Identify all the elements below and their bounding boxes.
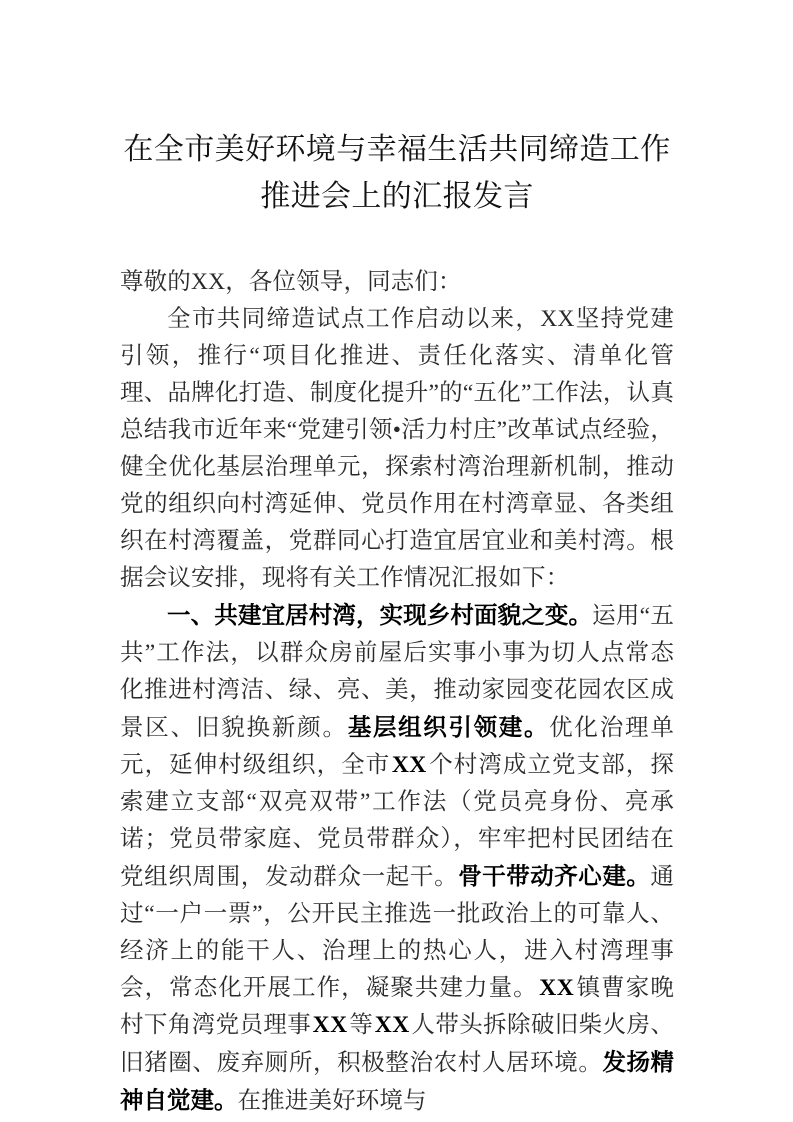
subsection-two-text-c: 等 bbox=[349, 1012, 374, 1038]
subsection-two-text-b: 镇曹家晚村下角湾党员理事 bbox=[120, 975, 674, 1038]
subsection-two-text-a: 通过“一户一票”，公开民主推选一批政治上的可靠人、经济上的能干人、治理上的热心人，进入村湾理事会，常态化开展工作，凝聚共建力量。 bbox=[120, 864, 674, 1001]
page-title-line-2: 推进会上的汇报发言 bbox=[260, 180, 534, 213]
title-body-spacer bbox=[120, 220, 674, 264]
placeholder-token: XX bbox=[391, 752, 427, 778]
placeholder-token: XX bbox=[312, 1012, 348, 1038]
page-title bbox=[120, 0, 674, 220]
subsection-three-lead: 发扬精神自觉建。 bbox=[120, 1048, 675, 1114]
placeholder-token: XX bbox=[374, 1012, 410, 1038]
salutation-line: 尊敬的XX，各位领导，同志们： bbox=[120, 269, 462, 295]
page-title-line-1: 在全市美好环境与幸福生活共同缔造工作 bbox=[123, 133, 671, 166]
subsection-one-text-b: 个村湾成立党支部，探索建立支部“双亮双带”工作法（党员亮身份、亮承诺；党员带家庭、党员带群众），牢牢把村民团结在党组织周围，发动群众一起干。 bbox=[120, 752, 674, 890]
subsection-one-lead: 基层组织引领建。 bbox=[347, 713, 550, 741]
placeholder-token: XX bbox=[539, 975, 575, 1001]
document-content-column bbox=[120, 0, 674, 1120]
subsection-one-text-a: 优化治理单元，延伸村级组织，全市 bbox=[120, 715, 675, 778]
section-one-intro: 运用“五共”工作法，以群众房前屋后实事小事为切人点常态化推进村湾洁、绿、亮、美，推动家园变花园农区成景区、旧貌换新颜。 bbox=[120, 603, 675, 741]
subsection-three-text-a: 在推进美好环境与 bbox=[237, 1088, 427, 1114]
paragraph-opening: 全市共同缔造试点工作启动以来，XX坚持党建引领，推行“项目化推进、责任化落实、清单化管理、品牌化打造、制度化提升”的“五化”工作法，认真总结我市近年来“党建引领•活力村庄”改革试点经验，健全优化基层治理单元，探索村湾治理新机制，推动党的组织向村湾延伸、党员作用在村湾章显、各类组织在村湾覆盖，党群同心打造宜居宜业和美村湾。根据会议安排，现将有关工作情况汇报如下： bbox=[120, 306, 674, 591]
paragraph-section-one bbox=[120, 597, 674, 1120]
subsection-two-text-d: 人带头拆除破旧柴火房、旧猪圈、废弃厕所，积极整治农村人居环境。 bbox=[120, 1012, 674, 1076]
subsection-two-lead: 骨干带动齐心建。 bbox=[458, 862, 651, 890]
section-one-heading: 一、共建宜居村湾，实现乡村面貌之变。 bbox=[167, 601, 593, 629]
